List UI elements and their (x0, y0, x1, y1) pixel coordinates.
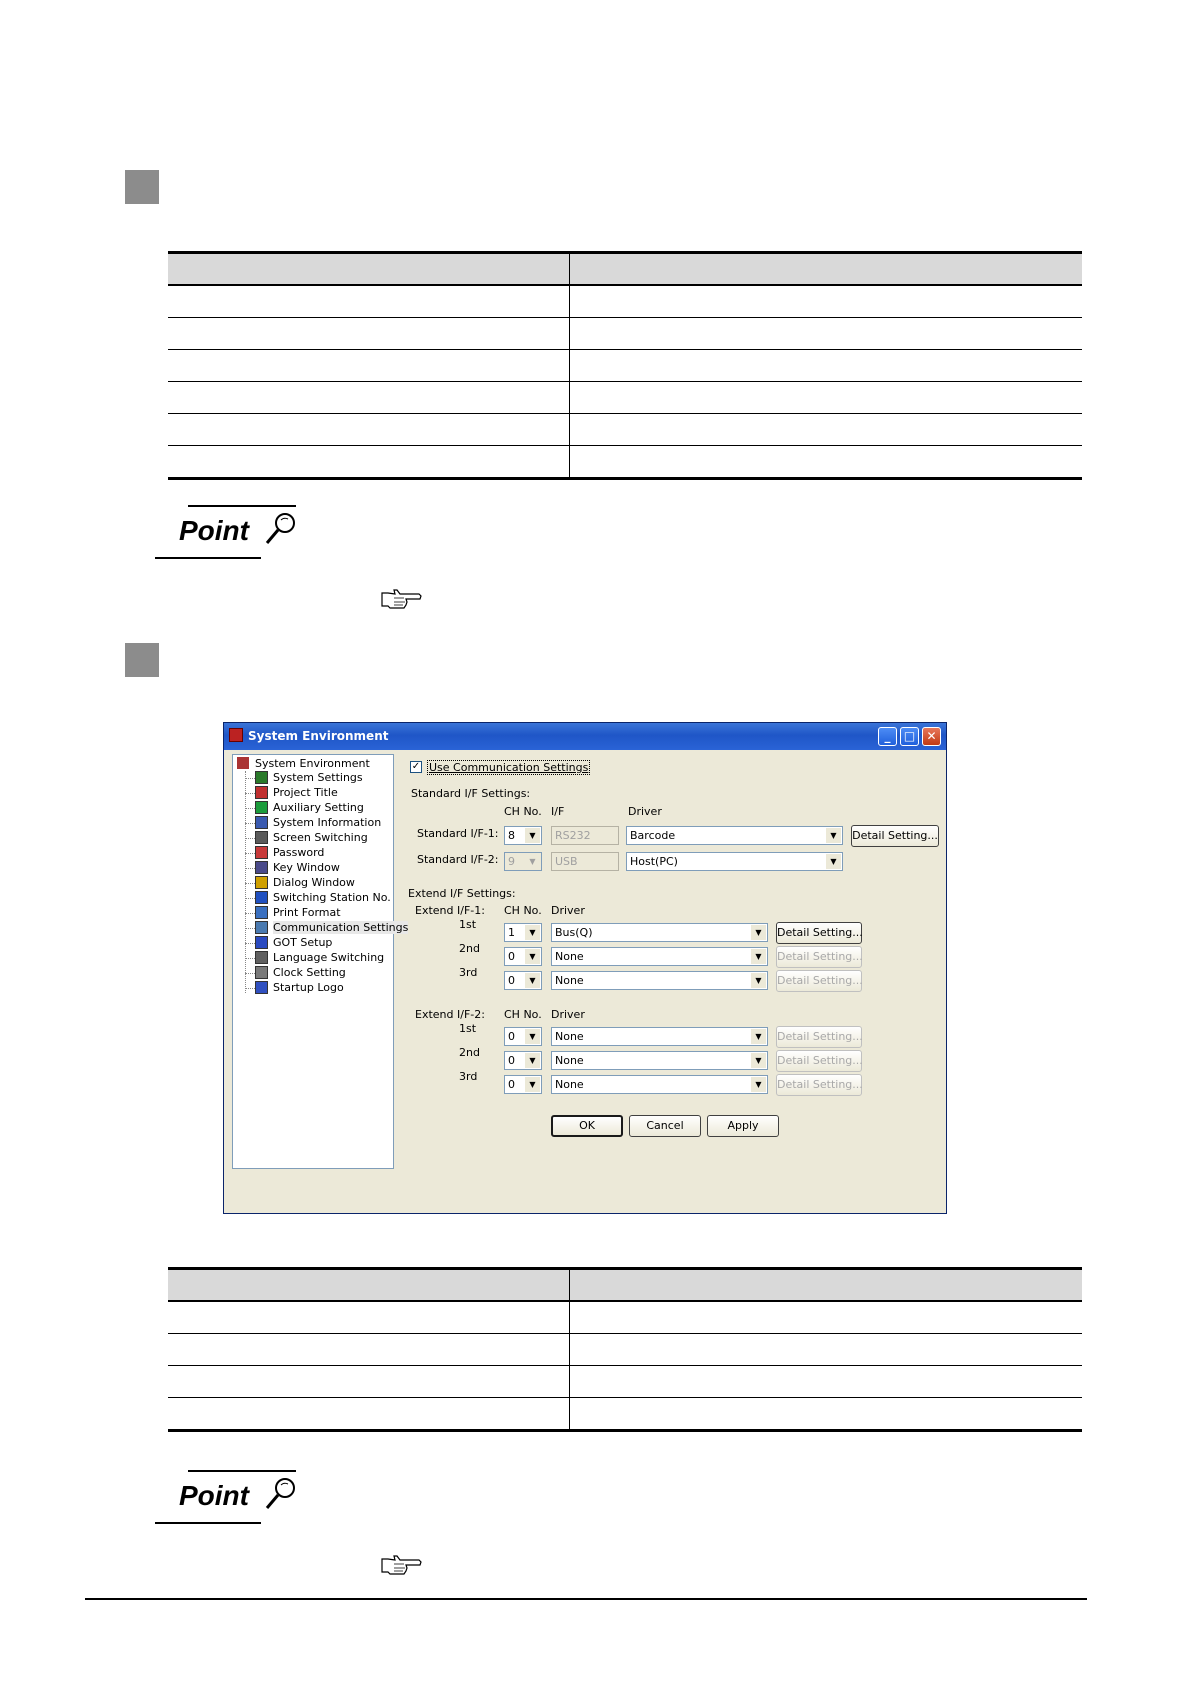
standard-if1-detail-button[interactable]: Detail Setting... (851, 825, 939, 847)
tree-item-label: System Settings (273, 771, 363, 784)
ok-button[interactable]: OK (551, 1115, 623, 1137)
point-label: Point (179, 515, 249, 546)
system-settings-icon (255, 771, 268, 784)
extend-if2-ordinal: 1st (459, 1022, 477, 1035)
extend-if2-ch-select[interactable]: 0 ▼ (504, 1027, 542, 1046)
standard-if-group-label: Standard I/F Settings: (411, 787, 531, 800)
tree-item-label: Project Title (273, 786, 338, 799)
reference-hand-icon (380, 1553, 422, 1575)
minimize-icon[interactable]: _ (878, 727, 897, 746)
chevron-down-icon: ▼ (751, 973, 766, 988)
got-setup-icon (255, 936, 268, 949)
cancel-button[interactable]: Cancel (629, 1115, 701, 1137)
switching-station-icon (255, 891, 268, 904)
dialog-window-icon (255, 876, 268, 889)
auxiliary-setting-icon (255, 801, 268, 814)
ext1-col-driver: Driver (551, 904, 585, 917)
extend-if2-ch-select[interactable]: 0 ▼ (504, 1051, 542, 1070)
tree-item-label: Screen Switching (273, 831, 368, 844)
chevron-down-icon: ▼ (826, 828, 841, 843)
print-format-icon (255, 906, 268, 919)
standard-if1-ch-select[interactable]: 8 ▼ (504, 826, 542, 845)
system-environment-dialog (223, 722, 947, 1214)
std-col-driver: Driver (628, 805, 662, 818)
section-marker-1 (125, 170, 159, 204)
language-switching-icon (255, 951, 268, 964)
extend-if1-ordinal: 3rd (459, 966, 478, 979)
extend-if1-detail-button[interactable]: Detail Setting... (776, 922, 862, 944)
chevron-down-icon: ▼ (525, 1077, 540, 1092)
extend-if2-driver-select[interactable]: None ▼ (551, 1051, 768, 1070)
standard-if1-label: Standard I/F-1: (417, 827, 499, 840)
settings-table-1 (168, 251, 1082, 480)
extend-if2-ordinal: 2nd (459, 1046, 480, 1059)
chevron-down-icon: ▼ (826, 854, 841, 869)
extend-if1-ordinal: 1st (459, 918, 477, 931)
extend-if2-driver-select[interactable]: None ▼ (551, 1027, 768, 1046)
std-col-ch: CH No. (504, 805, 542, 818)
extend-if1-driver-select[interactable]: None ▼ (551, 947, 768, 966)
system-environment-icon (237, 757, 249, 769)
clock-setting-icon (255, 966, 268, 979)
chevron-down-icon: ▼ (525, 854, 540, 869)
tree-item-label: Switching Station No. (273, 891, 391, 904)
extend-if2-ch-select[interactable]: 0 ▼ (504, 1075, 542, 1094)
dialog-titlebar[interactable] (224, 723, 946, 750)
close-icon[interactable]: ✕ (922, 727, 941, 746)
chevron-down-icon: ▼ (751, 925, 766, 940)
magnifier-icon (261, 509, 301, 549)
chevron-down-icon: ▼ (525, 1029, 540, 1044)
magnifier-icon (261, 1474, 301, 1514)
extend-if1-ch-select[interactable]: 0 ▼ (504, 947, 542, 966)
extend-if1-ch-select[interactable]: 1 ▼ (504, 923, 542, 942)
extend-if2-label: Extend I/F-2: (415, 1008, 485, 1021)
standard-if2-if-field: USB (551, 852, 619, 871)
point-label: Point (179, 1480, 249, 1511)
page-footer-rule (85, 1598, 1087, 1600)
extend-if2-detail-button: Detail Setting... (776, 1026, 862, 1048)
chevron-down-icon: ▼ (751, 1029, 766, 1044)
ext1-col-ch: CH No. (504, 904, 542, 917)
extend-if1-ch-select[interactable]: 0 ▼ (504, 971, 542, 990)
tree-item-label: Language Switching (273, 951, 385, 964)
chevron-down-icon: ▼ (751, 1077, 766, 1092)
chevron-down-icon: ▼ (751, 1053, 766, 1068)
extend-if2-detail-button: Detail Setting... (776, 1050, 862, 1072)
tree-item-label: Password (273, 846, 325, 859)
extend-if1-ordinal: 2nd (459, 942, 480, 955)
standard-if2-label: Standard I/F-2: (417, 853, 499, 866)
system-information-icon (255, 816, 268, 829)
settings-table-2 (168, 1267, 1082, 1432)
startup-logo-icon (255, 981, 268, 994)
ext2-col-ch: CH No. (504, 1008, 542, 1021)
chevron-down-icon: ▼ (525, 949, 540, 964)
standard-if1-driver-select[interactable]: Barcode ▼ (626, 826, 843, 845)
ext2-col-driver: Driver (551, 1008, 585, 1021)
chevron-down-icon: ▼ (525, 1053, 540, 1068)
extend-if2-driver-select[interactable]: None ▼ (551, 1075, 768, 1094)
chevron-down-icon: ▼ (525, 973, 540, 988)
tree-item-label: Dialog Window (273, 876, 355, 889)
standard-if1-if-field: RS232 (551, 826, 619, 845)
dialog-title: System Environment (248, 729, 389, 743)
reference-hand-icon (380, 587, 422, 609)
use-comm-label: Use Communication Settings (429, 761, 589, 774)
use-comm-checkbox[interactable]: ✓ (411, 761, 421, 772)
tree-item-label: Print Format (273, 906, 341, 919)
key-window-icon (255, 861, 268, 874)
extend-if1-driver-select[interactable]: Bus(Q) ▼ (551, 923, 768, 942)
extend-if2-detail-button: Detail Setting... (776, 1074, 862, 1096)
tree-item-label: Key Window (273, 861, 340, 874)
chevron-down-icon: ▼ (525, 925, 540, 940)
maximize-icon[interactable]: □ (900, 727, 919, 746)
project-title-icon (255, 786, 268, 799)
extend-if1-driver-select[interactable]: None ▼ (551, 971, 768, 990)
section-marker-2 (125, 643, 159, 677)
settings-tree: System Environment System Settings Project Title Auxiliary Setting System Information Screen Switching Password Key Window Dialog Window Switching Station No. Print Format Communication Settings GOT Setup Language Switching Clock Setting Startup Logo (232, 754, 394, 1169)
chevron-down-icon: ▼ (525, 828, 540, 843)
apply-button[interactable]: Apply (707, 1115, 779, 1137)
tree-item-label: Auxiliary Setting (273, 801, 364, 814)
std-col-if: I/F (551, 805, 565, 818)
extend-if-group-label: Extend I/F Settings: (408, 887, 516, 900)
tree-item-label: Communication Settings (273, 921, 409, 934)
tree-item-label: Startup Logo (273, 981, 344, 994)
extend-if1-detail-button: Detail Setting... (776, 946, 862, 968)
tree-item-label: GOT Setup (273, 936, 333, 949)
communication-settings-icon (255, 921, 268, 934)
tree-item-label: Clock Setting (273, 966, 346, 979)
screen-switching-icon (255, 831, 268, 844)
standard-if2-ch-select: 9 ▼ (504, 852, 542, 871)
password-icon (255, 846, 268, 859)
extend-if2-ordinal: 3rd (459, 1070, 478, 1083)
tree-item-label: System Information (273, 816, 382, 829)
standard-if2-driver-select[interactable]: Host(PC) ▼ (626, 852, 843, 871)
chevron-down-icon: ▼ (751, 949, 766, 964)
point-badge-2 (155, 1470, 305, 1530)
app-icon (229, 728, 243, 742)
point-badge-1 (155, 505, 305, 565)
extend-if1-label: Extend I/F-1: (415, 904, 485, 917)
extend-if1-detail-button: Detail Setting... (776, 970, 862, 992)
